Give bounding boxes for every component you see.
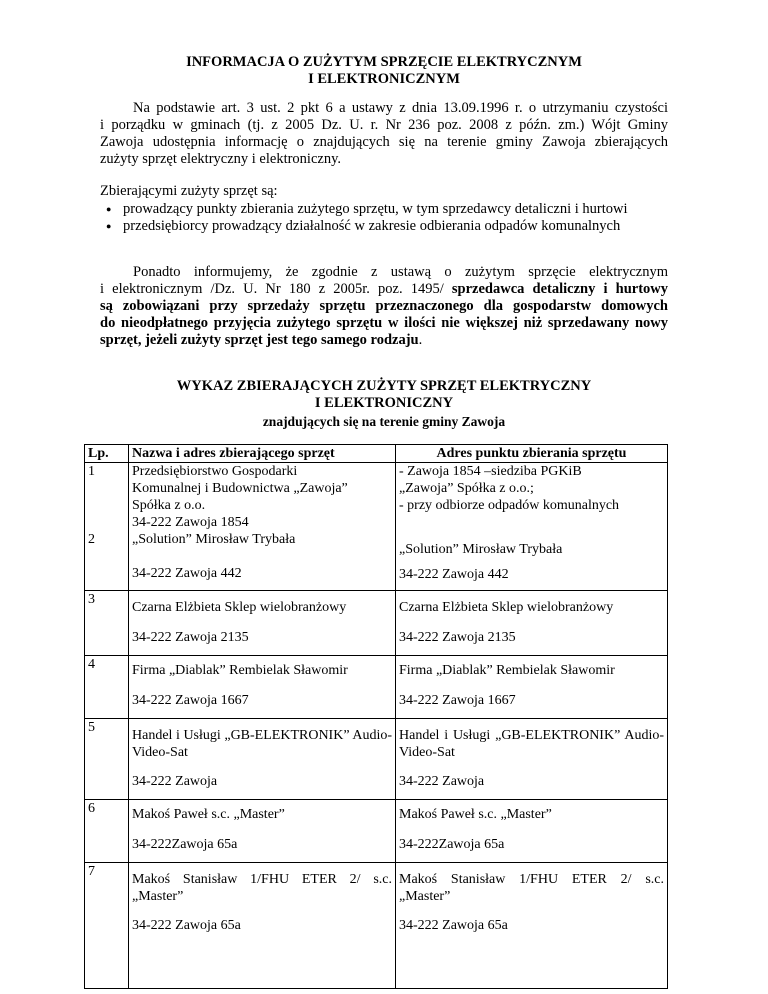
collectors-table	[84, 444, 668, 989]
row-lp-value: 1	[88, 464, 95, 479]
name-line: Spółka z o.o.	[132, 498, 206, 513]
list-item: ● prowadzący punkty zbierania zużytego sprzętu, w tym sprzedawcy detaliczni i hurtowi	[100, 201, 628, 218]
address-line: 34-222 Zawoja 65a	[399, 918, 508, 933]
name-line: Przedsiębiorstwo Gospodarki	[132, 464, 298, 479]
list-title-line1: WYKAZ ZBIERAJĄCYCH ZUŻYTY SPRZĘT ELEKTRYCZNY	[176, 378, 592, 394]
name-address: 34-222 Zawoja 442	[132, 566, 242, 581]
row-lp: 4	[85, 656, 129, 719]
header-name: Nazwa i adres zbierającego sprzęt	[129, 445, 396, 463]
name-line: 34-222 Zawoja 1854	[132, 515, 249, 530]
row-address	[396, 863, 668, 989]
row-lp: 3	[85, 591, 129, 656]
table-row	[85, 719, 668, 800]
name-address: 34-222Zawoja 65a	[132, 837, 238, 852]
row-lp: 5	[85, 719, 129, 800]
row-name	[129, 863, 396, 989]
obligation-line: do nieodpłatnego przyjęcia zużytego sprzętu w ilości nie większej niż sprzedawany nowy	[100, 315, 668, 331]
name-line: Handel i Usługi „GB-ELEKTRONIK” Audio-Video-Sat	[132, 728, 392, 760]
row-lp	[85, 463, 129, 591]
address-line: Makoś Paweł s.c. „Master”	[399, 807, 552, 822]
document-title-line2: I ELEKTRONICZNYM	[308, 71, 460, 87]
table-header-row	[85, 445, 668, 463]
row-lp: 7	[85, 863, 129, 989]
document-title-line1: INFORMACJA O ZUŻYTYM SPRZĘCIE ELEKTRYCZNYM	[186, 54, 582, 70]
name-line: Makoś Paweł s.c. „Master”	[132, 807, 285, 822]
table-row	[85, 800, 668, 863]
intro-paragraph	[100, 100, 668, 168]
name-line: Komunalnej i Budownictwa „Zawoja”	[132, 481, 348, 496]
name-address: 34-222 Zawoja 65a	[132, 918, 241, 933]
list-subtitle: znajdujących się na terenie gminy Zawoja	[262, 414, 506, 429]
row-name	[129, 463, 396, 591]
address-line: „Solution” Mirosław Trybała	[399, 542, 563, 557]
obligation-text: .	[418, 332, 423, 348]
table-row	[85, 656, 668, 719]
address-line: 34-222 Zawoja	[399, 774, 485, 789]
name-line: „Solution” Mirosław Trybała	[132, 532, 296, 547]
table-row	[85, 463, 668, 591]
header-lp: Lp.	[85, 445, 129, 463]
row-name	[129, 656, 396, 719]
row-address	[396, 800, 668, 863]
address-line: Firma „Diablak” Rembielak Sławomir	[399, 663, 615, 678]
obligation-line	[100, 281, 668, 298]
address-line: - Zawoja 1854 –siedziba PGKiB	[399, 464, 582, 479]
obligation-line: Ponadto informujemy, że zgodnie z ustawą o zużytym sprzęcie elektrycznym	[133, 264, 668, 280]
name-address: 34-222 Zawoja 1667	[132, 693, 249, 708]
row-name	[129, 800, 396, 863]
name-line: Czarna Elżbieta Sklep wielobranżowy	[132, 600, 347, 615]
name-line: Makoś Stanisław 1/FHU ETER 2/ s.c. „Master”	[132, 872, 392, 904]
row-lp-value: 2	[88, 532, 95, 547]
row-address	[396, 591, 668, 656]
obligation-bold-text: sprzedawca detaliczny i hurtowy	[451, 281, 668, 297]
address-line: 34-222Zawoja 65a	[399, 837, 505, 852]
address-line: Czarna Elżbieta Sklep wielobranżowy	[399, 600, 614, 615]
list-title-line2: I ELEKTRONICZNY	[314, 395, 454, 411]
name-address: 34-222 Zawoja 2135	[132, 630, 249, 645]
collectors-list	[100, 201, 628, 235]
collectors-intro: Zbierającymi zużyty sprzęt są:	[100, 183, 278, 199]
address-line: 34-222 Zawoja 442	[399, 567, 509, 582]
row-lp: 6	[85, 800, 129, 863]
obligation-line	[100, 332, 668, 349]
row-address	[396, 656, 668, 719]
row-name	[129, 591, 396, 656]
row-name	[129, 719, 396, 800]
obligation-line: są zobowiązani przy sprzedaży sprzętu przeznaczonego dla gospodarstw domowych	[100, 298, 668, 314]
intro-line: i porządku w gminach (tj. z 2005 Dz. U. r. Nr 236 poz. 2008 z późn. zm.) Wójt Gminy	[100, 117, 668, 133]
list-item: ● przedsiębiorcy prowadzący działalność w zakresie odbierania odpadów komunalnych	[100, 218, 628, 235]
intro-line: Na podstawie art. 3 ust. 2 pkt 6 a ustawy z dnia 13.09.1996 r. o utrzymaniu czystości	[133, 100, 668, 116]
row-address	[396, 719, 668, 800]
table-row	[85, 863, 668, 989]
row-address	[396, 463, 668, 591]
address-line: 34-222 Zawoja 2135	[399, 630, 516, 645]
obligation-text: i elektronicznym /Dz. U. Nr 180 z 2005r. poz. 1495/	[100, 281, 452, 297]
address-line: Handel i Usługi „GB-ELEKTRONIK” Audio-Video-Sat	[399, 728, 664, 760]
address-line: - przy odbiorze odpadów komunalnych	[399, 498, 620, 513]
obligation-paragraph	[100, 264, 668, 349]
intro-line: Zawoja udostępnia informację o znajdujących się na terenie gminy Zawoja zbierających	[100, 134, 668, 150]
address-line: 34-222 Zawoja 1667	[399, 693, 516, 708]
address-line: Makoś Stanisław 1/FHU ETER 2/ s.c. „Master”	[399, 872, 664, 904]
header-address: Adres punktu zbierania sprzętu	[396, 445, 668, 463]
name-line: Firma „Diablak” Rembielak Sławomir	[132, 663, 348, 678]
name-address: 34-222 Zawoja	[132, 774, 218, 789]
address-line: „Zawoja” Spółka z o.o.;	[399, 481, 534, 496]
table-row	[85, 591, 668, 656]
obligation-bold-text: sprzęt, jeżeli zużyty sprzęt jest tego samego rodzaju	[100, 332, 419, 348]
intro-line: zużyty sprzęt elektryczny i elektroniczny.	[100, 151, 342, 167]
